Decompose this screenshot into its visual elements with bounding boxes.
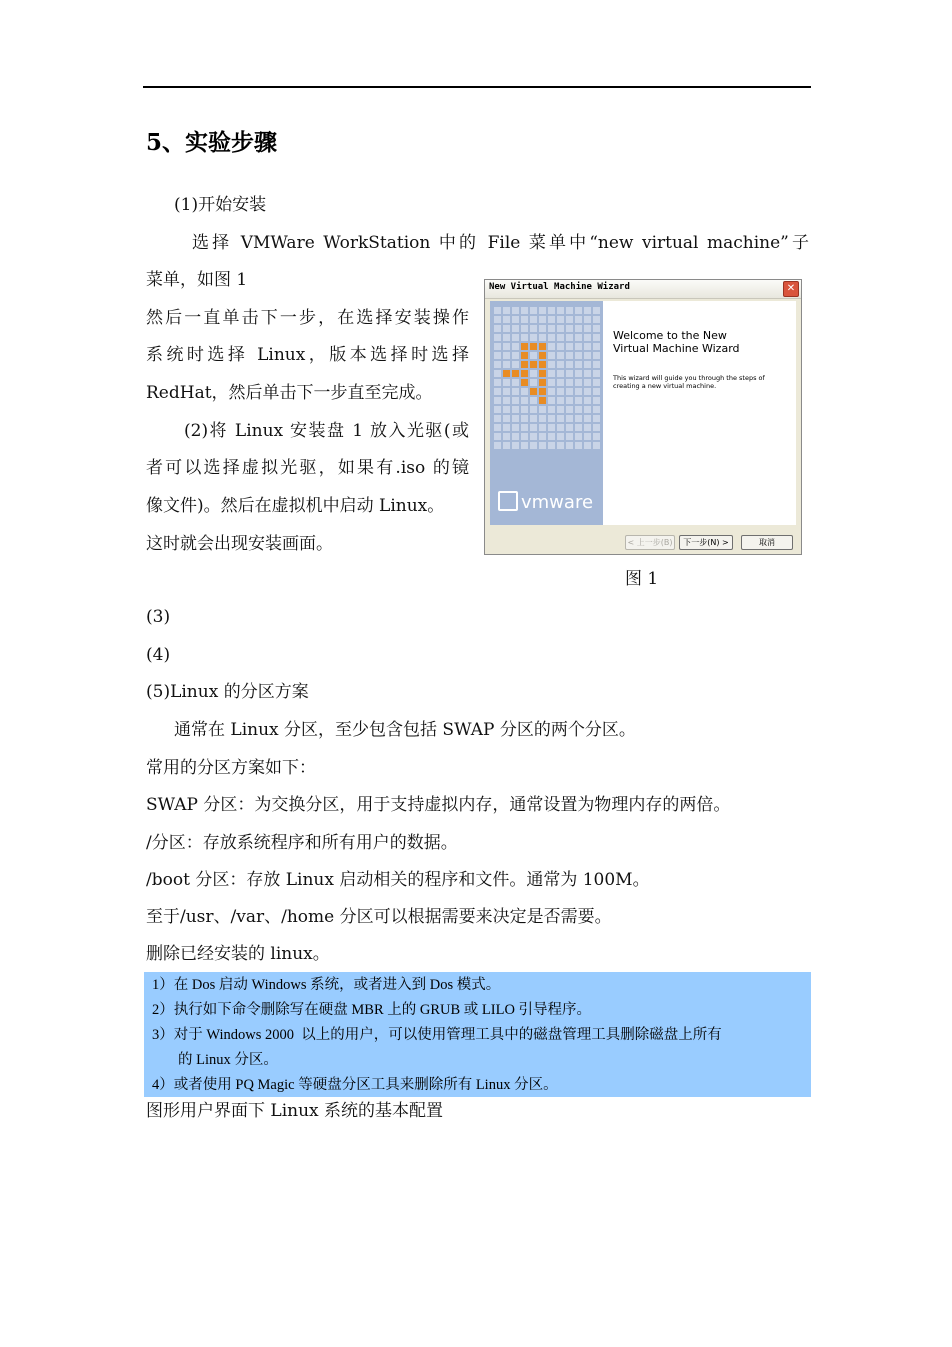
footer-line: 图形用户界面下 Linux 系统的基本配置 [146, 1101, 444, 1121]
pattern-square [539, 397, 546, 404]
pattern-square [512, 379, 519, 386]
vmware-logo [498, 491, 593, 513]
pattern-square [584, 397, 591, 404]
wizard-button-bar [485, 527, 801, 555]
wizard-title: New Virtual Machine Wizard [489, 282, 630, 292]
wizard-sidebar [490, 301, 603, 525]
step5-title: (5)Linux 的分区方案 [146, 682, 309, 702]
pattern-square [530, 316, 537, 323]
pattern-square [584, 343, 591, 350]
step5-line4: /分区：存放系统程序和所有用户的数据。 [146, 833, 458, 853]
pattern-square [539, 307, 546, 314]
pattern-square [575, 388, 582, 395]
pattern-square [503, 352, 510, 359]
pattern-square [512, 415, 519, 422]
pattern-square [548, 397, 555, 404]
pattern-square [539, 334, 546, 341]
remove-step: 的 Linux 分区。 [178, 1052, 278, 1068]
pattern-square [557, 352, 564, 359]
pattern-square [575, 307, 582, 314]
pattern-square [593, 433, 600, 440]
pattern-square [512, 424, 519, 431]
pattern-square [530, 442, 537, 449]
pattern-square [566, 433, 573, 440]
pattern-square [503, 343, 510, 350]
pattern-square [548, 352, 555, 359]
pattern-square [521, 424, 528, 431]
squares-pattern-icon [494, 307, 600, 447]
pattern-square [557, 388, 564, 395]
pattern-square [521, 388, 528, 395]
section-heading: 5、实验步骤 [146, 129, 278, 156]
pattern-square [584, 388, 591, 395]
pattern-square [566, 343, 573, 350]
pattern-square [521, 361, 528, 368]
pattern-square [521, 325, 528, 332]
pattern-square [494, 361, 501, 368]
pattern-square [512, 370, 519, 377]
pattern-square [494, 307, 501, 314]
step1-line5: RedHat，然后单击下一步直至完成。 [146, 383, 433, 403]
pattern-square [539, 379, 546, 386]
pattern-square [539, 316, 546, 323]
pattern-square [593, 352, 600, 359]
pattern-square [494, 370, 501, 377]
pattern-square [512, 343, 519, 350]
pattern-square [593, 388, 600, 395]
step5-line5: /boot 分区：存放 Linux 启动相关的程序和文件。通常为 100M。 [146, 870, 650, 890]
pattern-square [557, 316, 564, 323]
step1-line4: 系统时选择 Linux，版本选择时选择 [146, 345, 469, 365]
pattern-square [503, 370, 510, 377]
pattern-square [494, 352, 501, 359]
step2-line1: (2)将 Linux 安装盘 1 放入光驱(或 [184, 421, 469, 441]
pattern-square [548, 361, 555, 368]
pattern-square [548, 379, 555, 386]
pattern-square [530, 424, 537, 431]
pattern-square [584, 442, 591, 449]
pattern-square [512, 334, 519, 341]
pattern-square [548, 370, 555, 377]
pattern-square [521, 316, 528, 323]
remove-step: 2）执行如下命令删除写在硬盘 MBR 上的 GRUB 或 LILO 引导程序。 [152, 1002, 592, 1018]
pattern-square [512, 442, 519, 449]
pattern-square [584, 379, 591, 386]
pattern-square [503, 388, 510, 395]
pattern-square [503, 433, 510, 440]
pattern-square [548, 343, 555, 350]
pattern-square [566, 361, 573, 368]
pattern-square [566, 442, 573, 449]
pattern-square [539, 370, 546, 377]
pattern-square [575, 379, 582, 386]
next-button: 下一步(N) > [679, 535, 733, 550]
step1-title: (1)开始安装 [174, 195, 267, 215]
remove-step: 1）在 Dos 启动 Windows 系统，或者进入到 Dos 模式。 [152, 977, 501, 993]
pattern-square [530, 406, 537, 413]
pattern-square [539, 415, 546, 422]
pattern-square [503, 316, 510, 323]
pattern-square [521, 433, 528, 440]
wizard-welcome [613, 329, 740, 355]
pattern-square [575, 433, 582, 440]
pattern-square [593, 325, 600, 332]
pattern-square [512, 388, 519, 395]
wizard-content [603, 301, 796, 525]
pattern-square [548, 415, 555, 422]
pattern-square [521, 406, 528, 413]
pattern-square [521, 415, 528, 422]
pattern-square [593, 370, 600, 377]
pattern-square [512, 307, 519, 314]
pattern-square [593, 316, 600, 323]
pattern-square [521, 379, 528, 386]
pattern-square [575, 316, 582, 323]
pattern-square [575, 343, 582, 350]
cancel-button: 取消 [741, 535, 793, 550]
wizard-titlebar [485, 280, 801, 299]
pattern-square [566, 406, 573, 413]
pattern-square [503, 406, 510, 413]
pattern-square [575, 415, 582, 422]
pattern-square [566, 370, 573, 377]
pattern-square [512, 433, 519, 440]
step1-line3: 然后一直单击下一步，在选择安装操作 [146, 308, 469, 328]
pattern-square [548, 433, 555, 440]
pattern-square [566, 388, 573, 395]
vmware-logo-text: vmware [521, 492, 594, 513]
remove-step: 4）或者使用 PQ Magic 等硬盘分区工具来删除所有 Linux 分区。 [152, 1077, 558, 1093]
pattern-square [521, 307, 528, 314]
pattern-square [566, 316, 573, 323]
pattern-square [557, 442, 564, 449]
pattern-square [593, 379, 600, 386]
pattern-square [494, 343, 501, 350]
pattern-square [584, 433, 591, 440]
pattern-square [575, 442, 582, 449]
pattern-square [584, 361, 591, 368]
pattern-square [575, 397, 582, 404]
pattern-square [494, 397, 501, 404]
pattern-square [557, 370, 564, 377]
step3: (3) [146, 607, 171, 627]
pattern-square [494, 424, 501, 431]
pattern-square [530, 361, 537, 368]
step1-line2: 菜单，如图 1 [146, 270, 248, 290]
pattern-square [503, 307, 510, 314]
step4: (4) [146, 645, 171, 665]
pattern-square [557, 325, 564, 332]
pattern-square [566, 415, 573, 422]
remove-step: 3）对于 Windows 2000 以上的用户，可以使用管理工具中的磁盘管理工具删除磁盘上所有 [152, 1027, 722, 1043]
pattern-square [494, 406, 501, 413]
pattern-square [521, 370, 528, 377]
wizard-description: This wizard will guide you through the steps of creating a new virtual machine. [613, 374, 765, 390]
wizard-screenshot [484, 279, 802, 555]
pattern-square [566, 352, 573, 359]
pattern-square [548, 325, 555, 332]
pattern-square [575, 325, 582, 332]
pattern-square [503, 442, 510, 449]
step5-line1: 通常在 Linux 分区，至少包含包括 SWAP 分区的两个分区。 [174, 720, 636, 740]
pattern-square [494, 316, 501, 323]
pattern-square [566, 397, 573, 404]
pattern-square [521, 334, 528, 341]
pattern-square [566, 334, 573, 341]
pattern-square [548, 424, 555, 431]
close-icon: ✕ [783, 281, 799, 297]
pattern-square [575, 370, 582, 377]
pattern-square [512, 352, 519, 359]
pattern-square [530, 343, 537, 350]
pattern-square [557, 361, 564, 368]
pattern-square [557, 307, 564, 314]
figure-caption: 图 1 [625, 569, 659, 589]
pattern-square [494, 334, 501, 341]
pattern-square [494, 379, 501, 386]
pattern-square [557, 406, 564, 413]
welcome-line-1: Welcome to the New [613, 329, 727, 342]
pattern-square [530, 307, 537, 314]
step5-line3: SWAP 分区：为交换分区，用于支持虚拟内存，通常设置为物理内存的两倍。 [146, 795, 731, 815]
pattern-square [512, 361, 519, 368]
pattern-square [584, 325, 591, 332]
pattern-square [584, 352, 591, 359]
pattern-square [548, 316, 555, 323]
pattern-square [530, 379, 537, 386]
pattern-square [503, 397, 510, 404]
back-button: < 上一步(B) [625, 535, 675, 550]
pattern-square [557, 424, 564, 431]
pattern-square [566, 307, 573, 314]
welcome-line-2: Virtual Machine Wizard [613, 342, 740, 355]
step1-line1: 选择 VMWare WorkStation 中的 File 菜单中“new virtual machine”子 [192, 233, 809, 253]
pattern-square [584, 415, 591, 422]
pattern-square [539, 433, 546, 440]
pattern-square [557, 415, 564, 422]
pattern-square [521, 442, 528, 449]
pattern-square [512, 406, 519, 413]
pattern-square [593, 442, 600, 449]
pattern-square [503, 379, 510, 386]
pattern-square [593, 307, 600, 314]
pattern-square [593, 424, 600, 431]
pattern-square [539, 442, 546, 449]
pattern-square [566, 325, 573, 332]
pattern-square [530, 433, 537, 440]
step2-line4: 这时就会出现安装画面。 [146, 534, 333, 554]
step5-line2: 常用的分区方案如下： [146, 758, 316, 778]
pattern-square [557, 343, 564, 350]
pattern-square [548, 442, 555, 449]
pattern-square [575, 424, 582, 431]
pattern-square [494, 433, 501, 440]
pattern-square [593, 334, 600, 341]
pattern-square [530, 370, 537, 377]
pattern-square [512, 325, 519, 332]
step5-line7: 删除已经安装的 linux。 [146, 944, 330, 964]
pattern-square [503, 334, 510, 341]
pattern-square [539, 361, 546, 368]
pattern-square [512, 397, 519, 404]
pattern-square [512, 316, 519, 323]
pattern-square [575, 334, 582, 341]
pattern-square [521, 397, 528, 404]
remove-linux-steps [144, 972, 811, 1097]
step2-line3: 像文件)。然后在虚拟机中启动 Linux。 [146, 496, 445, 516]
pattern-square [566, 379, 573, 386]
step2-line2: 者可以选择虚拟光驱，如果有.iso 的镜 [146, 458, 469, 478]
header-rule [143, 86, 811, 88]
pattern-square [539, 388, 546, 395]
pattern-square [530, 388, 537, 395]
pattern-square [494, 415, 501, 422]
pattern-square [539, 325, 546, 332]
pattern-square [503, 415, 510, 422]
pattern-square [584, 370, 591, 377]
pattern-square [593, 397, 600, 404]
pattern-square [494, 325, 501, 332]
pattern-square [548, 388, 555, 395]
pattern-square [593, 415, 600, 422]
pattern-square [539, 406, 546, 413]
pattern-square [503, 361, 510, 368]
pattern-square [557, 433, 564, 440]
pattern-square [530, 325, 537, 332]
step5-line6: 至于/usr、/var、/home 分区可以根据需要来决定是否需要。 [146, 907, 612, 927]
pattern-square [584, 316, 591, 323]
pattern-square [539, 424, 546, 431]
pattern-square [503, 325, 510, 332]
pattern-square [494, 442, 501, 449]
pattern-square [557, 379, 564, 386]
pattern-square [530, 334, 537, 341]
pattern-square [548, 307, 555, 314]
pattern-square [548, 334, 555, 341]
pattern-square [575, 406, 582, 413]
pattern-square [530, 415, 537, 422]
pattern-square [575, 352, 582, 359]
pattern-square [557, 334, 564, 341]
vmware-box-icon [498, 491, 518, 511]
pattern-square [584, 307, 591, 314]
pattern-square [503, 424, 510, 431]
pattern-square [575, 361, 582, 368]
pattern-square [593, 361, 600, 368]
pattern-square [566, 424, 573, 431]
pattern-square [521, 352, 528, 359]
pattern-square [593, 406, 600, 413]
pattern-square [530, 397, 537, 404]
pattern-square [494, 388, 501, 395]
pattern-square [584, 406, 591, 413]
pattern-square [530, 352, 537, 359]
pattern-square [539, 343, 546, 350]
pattern-square [548, 406, 555, 413]
pattern-square [584, 334, 591, 341]
pattern-square [539, 352, 546, 359]
pattern-square [593, 343, 600, 350]
pattern-square [521, 343, 528, 350]
pattern-square [584, 424, 591, 431]
pattern-square [557, 397, 564, 404]
